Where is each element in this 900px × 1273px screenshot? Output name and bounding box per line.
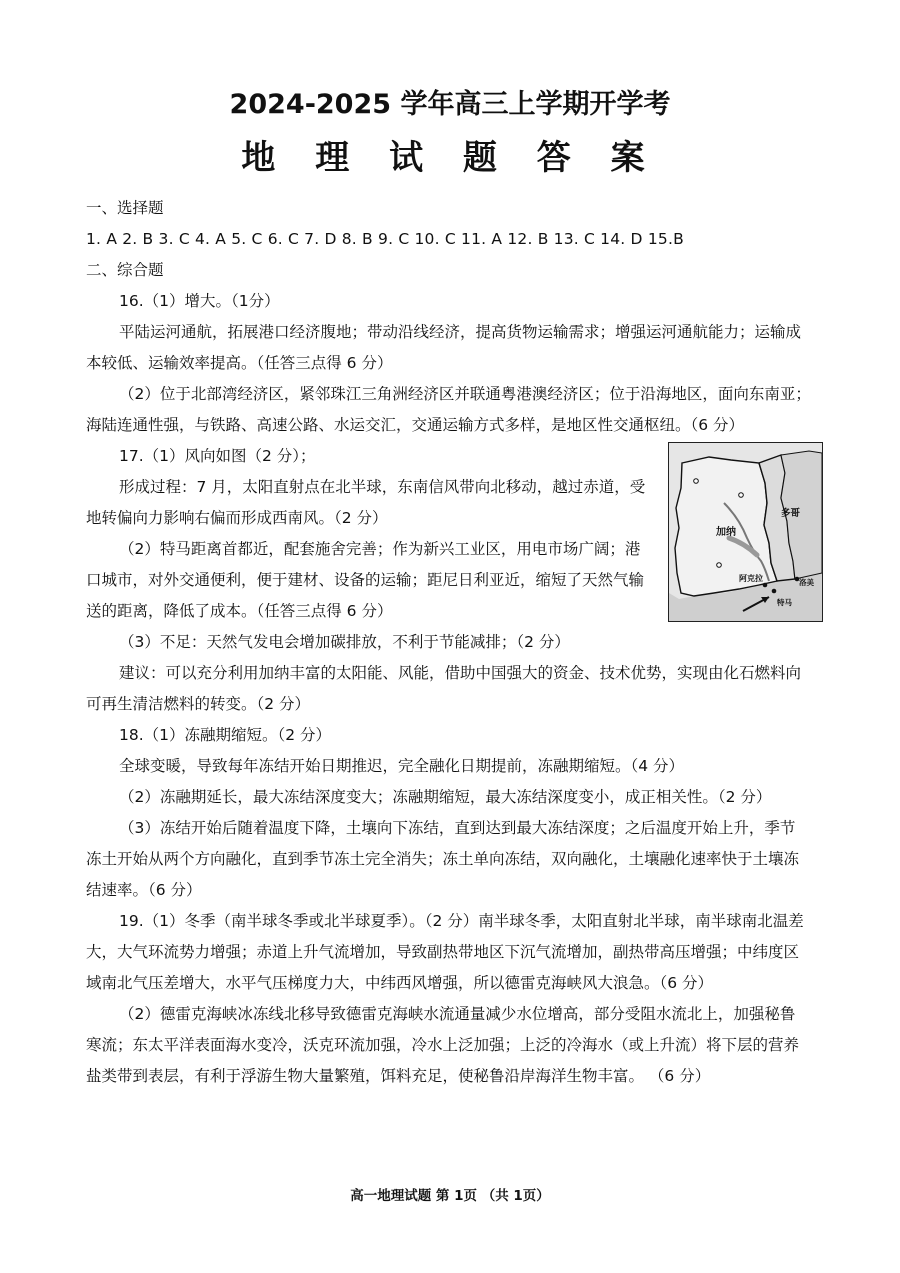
choice-answers: 1. A 2. B 3. C 4. A 5. C 6. C 7. D 8. B 9. C 10. C 11. A 12. B 13. C 14. D 15.B [86,230,684,248]
q19-part1-line1: 19.（1）冬季（南半球冬季或北半球夏季）。（2 分）南半球冬季，太阳直射北半球，南半球南北温差 [119,912,804,930]
q17-part2-line2: 口城市，对外交通便利，便于建材、设备的运输；距尼日利亚近，缩短了天然气输 [86,571,645,589]
q17-part3-suggestion-line1: 建议：可以充分利用加纳丰富的太阳能、风能，借助中国强大的资金、技术优势，实现由化石燃料向 [119,664,802,682]
q16-part1: 16.（1）增大。（1分） [119,292,280,310]
map-label-ghana: 加纳 [716,527,736,538]
q18-part1-reason: 全球变暖，导致每年冻结开始日期推迟，完全融化日期提前，冻融期缩短。（4 分） [119,757,685,775]
city-dot-north [694,479,699,484]
q16-part2-line2: 海陆连通性强，与铁路、高速公路、水运交汇，交通运输方式多样，是地区性交通枢纽。（6 分） [86,416,745,434]
exam-title: 2024-2025 学年高三上学期开学考 [229,89,671,120]
city-dot-tamale [739,493,744,498]
q16-part1-reason-line1: 平陆运河通航，拓展港口经济腹地；带动沿线经济，提高货物运输需求；增强运河通航能力；运输成 [119,323,802,341]
q18-part1: 18.（1）冻融期缩短。（2 分） [119,726,332,744]
q17-part1-process-line2: 地转偏向力影响右偏而形成西南风。（2 分） [86,509,388,527]
q17-part1: 17.（1）风向如图（2 分）； [119,447,316,465]
q18-part2: （2）冻融期延长，最大冻结深度变大；冻融期缩短，最大冻结深度变小，成正相关性。（2 分） [119,788,772,806]
q17-part3-line1: （3）不足：天然气发电会增加碳排放，不利于节能减排；（2 分） [119,633,570,651]
answer-body [86,193,826,1092]
map-label-togo: 多哥 [781,508,801,519]
q17-part2-line1: （2）特马距离首都近，配套施舍完善；作为新兴工业区，用电市场广阔；港 [119,540,641,558]
section-comprehensive-heading: 二、综合题 [86,261,164,279]
q19-part1-line3: 域南北气压差增大，水平气压梯度力大，中纬西风增强，所以德雷克海峡风大浪急。（6 分） [86,974,714,992]
q19-part2-line1: （2）德雷克海峡冰冻线北移导致德雷克海峡水流通量减少水位增高，部分受阻水流北上，加强秘鲁 [119,1005,796,1023]
map-label-tema: 特马 [777,598,792,607]
q16-part1-reason-line2: 本较低、运输效率提高。（任答三点得 6 分） [86,354,393,372]
q18-part3-line3: 结速率。（6 分） [86,881,202,899]
document-subtitle: 地 理 试 题 答 案 [241,138,659,178]
q19-part1-line2: 大，大气环流势力增强；赤道上升气流增加，导致副热带地区下沉气流增加，副热带高压增强；中纬度区 [86,943,800,961]
ghana-map-figure [669,443,822,621]
q17-part1-process-line1: 形成过程：7 月，太阳直射点在北半球，东南信风带向北移动，越过赤道，受 [119,478,646,496]
q19-part2-line2: 寒流；东太平洋表面海水变冷，沃克环流加强，冷水上泛加强；上泛的冷海水（或上升流）将下层的营养 [86,1036,800,1054]
map-label-accra: 阿克拉 [739,574,763,583]
city-dot-accra [763,583,768,588]
q18-part3-line2: 冻土开始从两个方向融化，直到季节冻土完全消失；冻土单向冻结，双向融化，土壤融化速率快于土壤冻 [86,850,800,868]
q17-part3-suggestion-line2: 可再生清洁燃料的转变。（2 分） [86,695,311,713]
city-dot-kumasi [717,563,722,568]
q16-part2-line1: （2）位于北部湾经济区，紧邻珠江三角洲经济区并联通粤港澳经济区；位于沿海地区，面向东南亚； [119,385,811,403]
ghana-wind-map [668,442,823,622]
page-footer: 高一地理试题 第 1页 （共 1页） [350,1188,550,1204]
section-choice-heading: 一、选择题 [86,199,164,217]
map-label-lome: 洛美 [799,578,814,587]
q17-part2-line3: 送的距离，降低了成本。（任答三点得 6 分） [86,602,393,620]
city-dot-tema [772,589,777,594]
q19-part2-line3: 盐类带到表层，有利于浮游生物大量繁殖，饵料充足，使秘鲁沿岸海洋生物丰富。 （6 分） [86,1067,711,1085]
q18-part3-line1: （3）冻结开始后随着温度下降，土壤向下冻结，直到达到最大冻结深度；之后温度开始上升，季节 [119,819,796,837]
